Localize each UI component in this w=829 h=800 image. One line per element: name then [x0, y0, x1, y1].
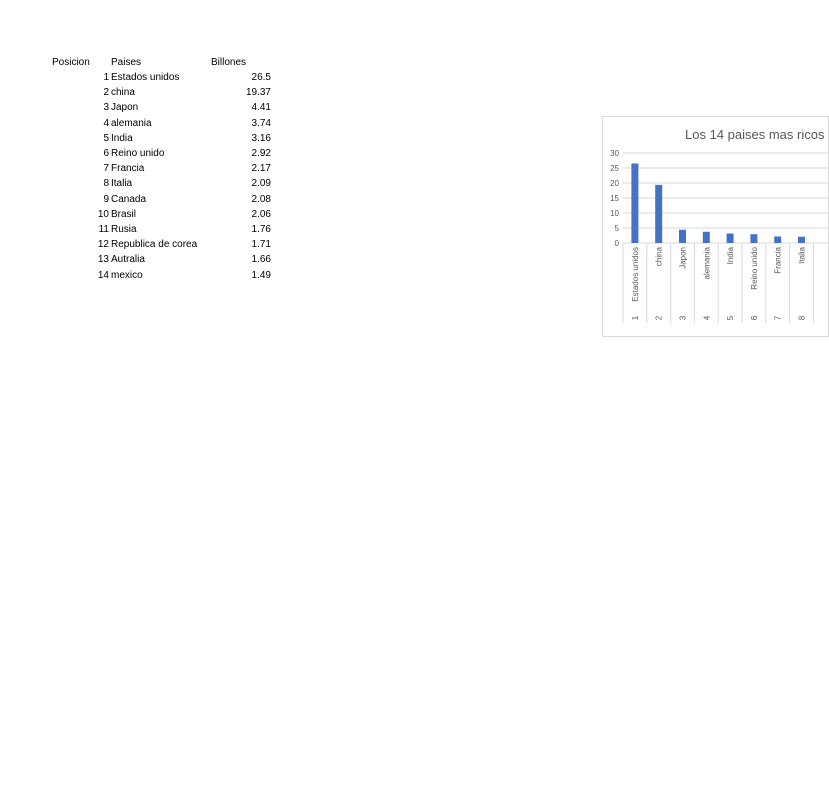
row-rank[interactable]: 3 [103, 102, 109, 114]
row-country[interactable]: Republica de corea [111, 239, 198, 251]
row-country[interactable]: alemania [111, 117, 152, 129]
x-category-label: alemania [702, 247, 712, 280]
row-rank[interactable]: 8 [103, 178, 109, 190]
row-rank[interactable]: 11 [98, 224, 109, 235]
row-rank[interactable]: 9 [103, 193, 109, 205]
bar[interactable] [750, 234, 757, 243]
row-rank[interactable]: 14 [97, 269, 109, 281]
y-tick-label: 25 [610, 164, 619, 173]
row-country[interactable]: Japon [111, 102, 139, 114]
bar[interactable] [727, 234, 734, 243]
row-value[interactable]: 4.41 [251, 102, 271, 114]
bar[interactable] [679, 230, 686, 243]
row-country[interactable]: Rusia [111, 224, 137, 235]
bar[interactable] [774, 236, 781, 243]
row-country[interactable]: Estados unidos [111, 72, 180, 83]
row-value[interactable]: 19.37 [245, 87, 271, 99]
y-tick-label: 15 [610, 194, 619, 203]
x-rank-label: 8 [797, 315, 807, 321]
x-rank-label: 6 [749, 315, 759, 321]
row-rank[interactable]: 6 [103, 148, 109, 159]
row-country[interactable]: china [111, 87, 135, 99]
chart-title: Los 14 paises mas ricos [685, 127, 825, 142]
row-value[interactable]: 3.16 [251, 132, 271, 144]
bar-chart [603, 117, 828, 336]
x-category-label: Italia [797, 247, 807, 264]
bar[interactable] [798, 237, 805, 243]
row-value[interactable]: 2.09 [251, 178, 271, 190]
y-tick-label: 30 [610, 149, 619, 158]
row-rank[interactable]: 2 [103, 87, 109, 99]
row-country[interactable]: Francia [111, 163, 145, 175]
x-category-label: Estados unidos [630, 247, 640, 302]
row-value[interactable]: 1.66 [251, 254, 271, 266]
row-rank[interactable]: 10 [97, 208, 109, 220]
chart-frame[interactable] [602, 116, 829, 337]
row-country[interactable]: Italia [111, 178, 133, 190]
row-value[interactable]: 1.71 [251, 239, 271, 251]
row-country[interactable]: Brasil [111, 208, 137, 220]
row-country[interactable]: Canada [111, 193, 147, 205]
bar[interactable] [655, 185, 662, 243]
header-billones[interactable]: Billones [211, 57, 247, 68]
row-rank[interactable]: 12 [97, 239, 109, 251]
row-rank[interactable]: 5 [103, 132, 109, 144]
row-value[interactable]: 2.06 [251, 208, 271, 220]
x-category-label: Francia [773, 247, 783, 274]
row-country[interactable]: Reino unido [111, 148, 165, 159]
y-tick-label: 5 [614, 224, 619, 233]
chart-container[interactable] [301, 58, 825, 321]
row-country[interactable]: mexico [111, 269, 143, 281]
x-category-label: Japon [678, 247, 688, 269]
row-rank[interactable]: 1 [103, 72, 109, 83]
row-value[interactable]: 26.5 [251, 72, 271, 83]
header-paises[interactable]: Paises [111, 57, 142, 68]
x-category-label: India [726, 247, 736, 265]
x-rank-label: 2 [654, 315, 664, 321]
x-rank-label: 5 [726, 315, 736, 321]
x-rank-label: 4 [702, 315, 712, 321]
row-value[interactable]: 1.76 [251, 224, 271, 235]
y-tick-label: 10 [610, 209, 619, 218]
x-rank-label: 7 [773, 315, 783, 321]
row-rank[interactable]: 4 [103, 117, 109, 129]
x-category-label: china [654, 247, 664, 267]
row-country[interactable]: India [111, 132, 133, 144]
x-rank-label: 3 [678, 315, 688, 321]
row-rank[interactable]: 7 [103, 163, 109, 175]
row-rank[interactable]: 13 [97, 254, 109, 266]
bar[interactable] [631, 164, 638, 244]
row-value[interactable]: 2.17 [251, 163, 271, 175]
header-posicion[interactable]: Posicion [52, 57, 90, 68]
row-country[interactable]: Autralia [111, 254, 145, 266]
bar[interactable] [703, 232, 710, 243]
row-value[interactable]: 2.92 [251, 148, 271, 159]
row-value[interactable]: 1.49 [251, 269, 271, 281]
row-value[interactable]: 3.74 [251, 117, 271, 129]
row-value[interactable]: 2.08 [251, 193, 271, 205]
y-tick-label: 20 [610, 179, 619, 188]
y-tick-label: 0 [614, 239, 619, 248]
x-category-label: Reino unido [749, 247, 759, 290]
x-rank-label: 1 [630, 315, 640, 321]
